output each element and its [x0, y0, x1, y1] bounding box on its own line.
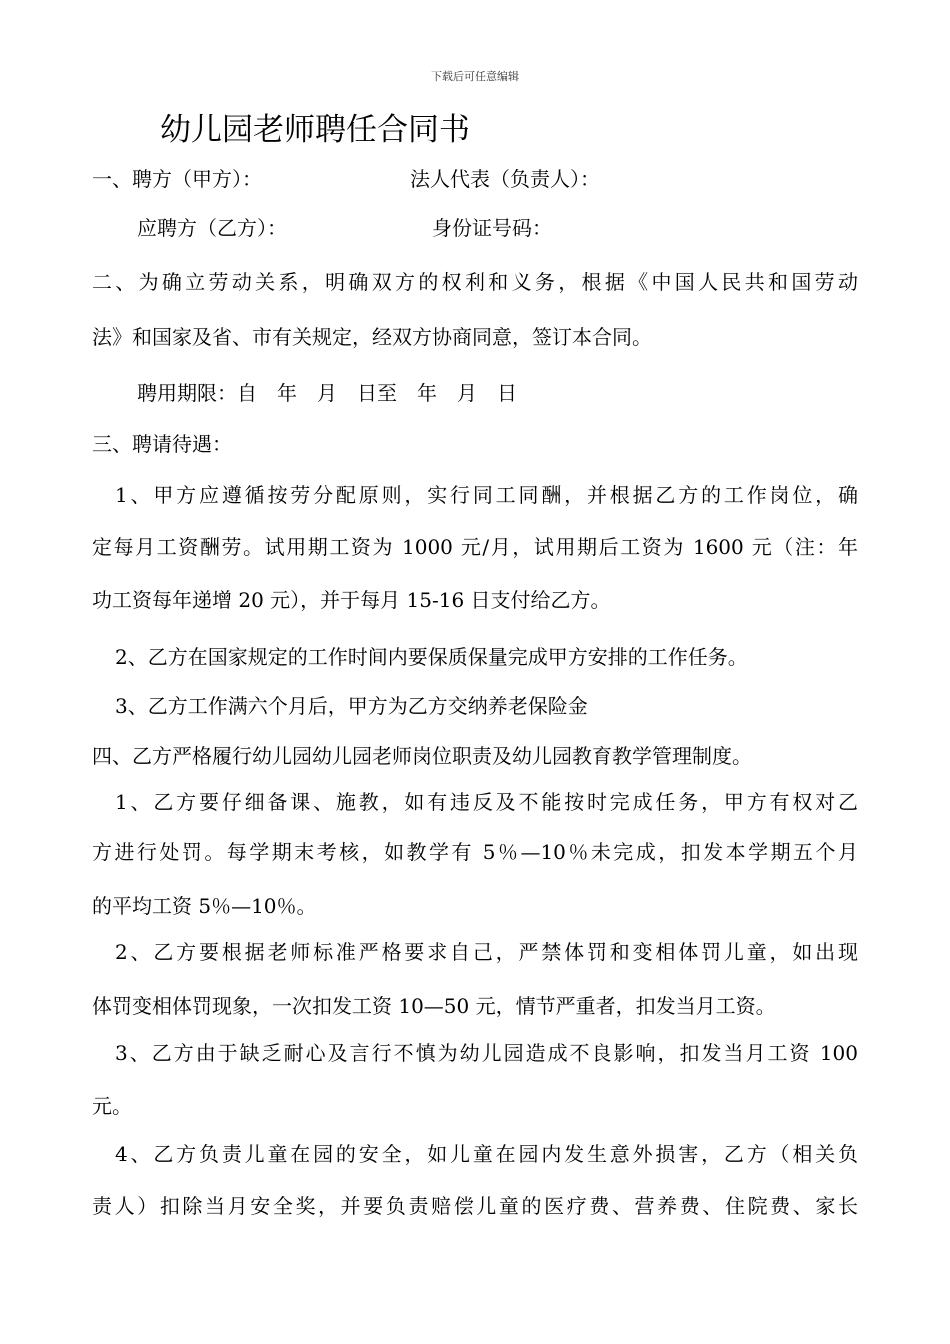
employee-label: 应聘方（乙方）： [137, 216, 287, 240]
employer-label: 一、聘方（甲方）： [92, 167, 262, 191]
id-number-label: 身份证号码： [432, 216, 552, 240]
employment-term: 聘用期限：自 年 月 日至 年 月 日 [137, 381, 517, 405]
section-3-item-2: 2、乙方在国家规定的工作时间内要保质保量完成甲方安排的工作任务。 [115, 645, 748, 669]
section-3-item-1-line-2: 定每月工资酬劳。试用期工资为 1000 元/月，试用期后工资为 1600 元（注：年 [92, 535, 858, 559]
section-2-line-2: 法》和国家及省、市有关规定，经双方协商同意，签订本合同。 [92, 325, 652, 349]
legal-rep-label: 法人代表（负责人）： [410, 167, 600, 191]
section-4-item-4-line-1: 4、乙方负责儿童在园的安全，如儿童在园内发生意外损害，乙方（相关负 [115, 1142, 858, 1166]
section-3-item-3: 3、乙方工作满六个月后，甲方为乙方交纳养老保险金 [115, 694, 588, 718]
section-4-item-1-line-3: 的平均工资 5％—10％。 [92, 894, 317, 918]
section-4-item-4-line-2: 责人）扣除当月安全奖，并要负责赔偿儿童的医疗费、营养费、住院费、家长 [92, 1194, 858, 1218]
section-2-line-1: 二、为确立劳动关系，明确双方的权利和义务，根据《中国人民共和国劳动 [92, 270, 858, 294]
section-4-item-3-line-2: 元。 [92, 1094, 132, 1118]
section-4-item-2-line-1: 2、乙方要根据老师标准严格要求自己，严禁体罚和变相体罚儿童，如出现 [115, 940, 858, 964]
section-3-item-1-line-3: 功工资每年递增 20 元），并于每月 15-16 日支付给乙方。 [92, 588, 611, 612]
section-4-item-1-line-1: 1、乙方要仔细备课、施教，如有违反及不能按时完成任务，甲方有权对乙 [115, 790, 858, 814]
section-3-heading: 三、聘请待遇： [92, 432, 232, 456]
section-4-heading: 四、乙方严格履行幼儿园幼儿园老师岗位职责及幼儿园教育教学管理制度。 [92, 744, 752, 768]
section-3-item-1-line-1: 1、甲方应遵循按劳分配原则，实行同工同酬，并根据乙方的工作岗位，确 [115, 483, 858, 507]
section-4-item-2-line-2: 体罚变相体罚现象，一次扣发工资 10—50 元，情节严重者，扣发当月工资。 [92, 994, 776, 1018]
section-4-item-1-line-2: 方进行处罚。每学期末考核，如教学有 5％—10％未完成，扣发本学期五个月 [92, 840, 858, 864]
header-note: 下载后可任意编辑 [431, 70, 519, 83]
section-4-item-3-line-1: 3、乙方由于缺乏耐心及言行不慎为幼儿园造成不良影响，扣发当月工资 100 [115, 1041, 858, 1065]
document-title: 幼儿园老师聘任合同书 [160, 112, 470, 148]
